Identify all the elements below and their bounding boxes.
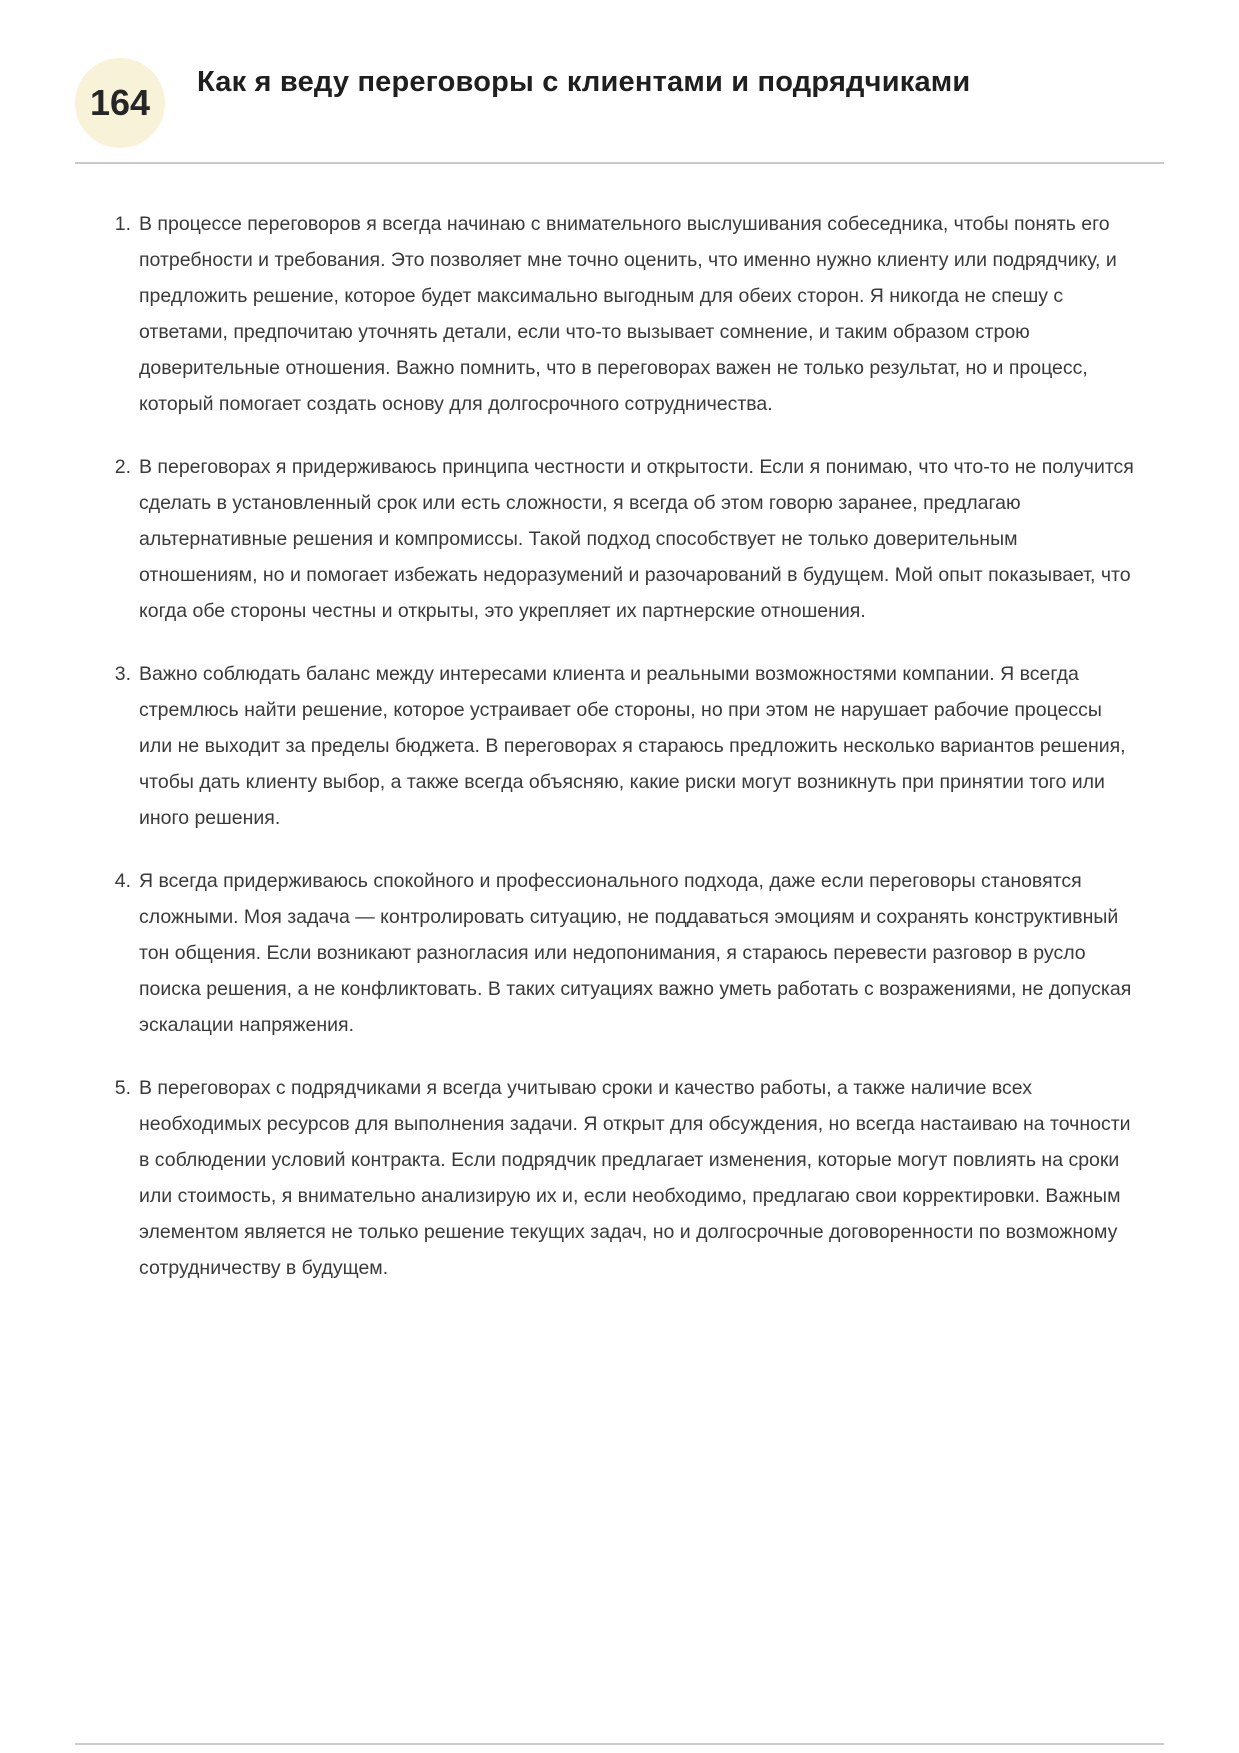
list-item-number: 5. — [114, 1077, 131, 1099]
list-item — [105, 449, 1136, 629]
page-title: Как я веду переговоры с клиентами и подрядчиками — [197, 66, 971, 98]
page-number-badge: 164 — [75, 58, 165, 148]
list-item-number: 2. — [114, 456, 131, 478]
list-item — [105, 206, 1136, 422]
list-item-text: Я всегда придерживаюсь спокойного и профессионального подхода, даже если переговоры становятся сложными. Моя задача — контролировать ситуацию, не поддаваться эмоциям и сохранять конструктивный тон общения. Если возникают разногласия или недопонимания, я стараюсь перевести разговор в русло поиска решения, а не конфликтовать. В таких ситуациях важно уметь работать с возражениями, не допуская эскалации напряжения. — [139, 870, 1132, 1036]
list-item-number: 1. — [114, 213, 131, 235]
list-item-text: В процессе переговоров я всегда начинаю с внимательного выслушивания собеседника, чтобы понять его потребности и требования. Это позволяет мне точно оценить, что именно нужно клиенту или подрядчику, и предложить решение, которое будет максимально выгодным для обеих сторон. Я никогда не спешу с ответами, предпочитаю уточнять детали, если что-то вызывает сомнение, и таким образом строю доверительные отношения. Важно помнить, что в переговорах важен не только результат, но и процесс, который помогает создать основу для долгосрочного сотрудничества. — [139, 213, 1117, 415]
list-item-text: В переговорах я придерживаюсь принципа честности и открытости. Если я понимаю, что что-то не получится сделать в установленный срок или есть сложности, я всегда об этом говорю заранее, предлагаю альтернативные решения и компромиссы. Такой подход способствует не только доверительным отношениям, но и помогает избежать недоразумений и разочарований в будущем. Мой опыт показывает, что когда обе стороны честны и открыты, это укрепляет их партнерские отношения. — [139, 456, 1134, 622]
list-item-number: 4. — [114, 870, 131, 892]
list-item — [105, 1070, 1136, 1286]
list-item — [105, 863, 1136, 1043]
list-item — [105, 656, 1136, 836]
page-header — [75, 56, 1164, 148]
list-item-text: Важно соблюдать баланс между интересами клиента и реальными возможностями компании. Я всегда стремлюсь найти решение, которое устраивает обе стороны, но при этом не нарушает рабочие процессы или не выходит за пределы бюджета. В переговорах я стараюсь предложить несколько вариантов решения, чтобы дать клиенту выбор, а также всегда объясняю, какие риски могут возникнуть при принятии того или иного решения. — [139, 663, 1126, 829]
footer-divider — [75, 1743, 1164, 1745]
numbered-list — [75, 206, 1164, 1286]
header-divider — [75, 162, 1164, 164]
list-item-text: В переговорах с подрядчиками я всегда учитываю сроки и качество работы, а также наличие всех необходимых ресурсов для выполнения задачи. Я открыт для обсуждения, но всегда настаиваю на точности в соблюдении условий контракта. Если подрядчик предлагает изменения, которые могут повлиять на сроки или стоимость, я внимательно анализирую их и, если необходимо, предлагаю свои корректировки. Важным элементом является не только решение текущих задач, но и долгосрочные договоренности по возможному сотрудничеству в будущем. — [139, 1077, 1131, 1279]
list-item-number: 3. — [114, 663, 131, 685]
